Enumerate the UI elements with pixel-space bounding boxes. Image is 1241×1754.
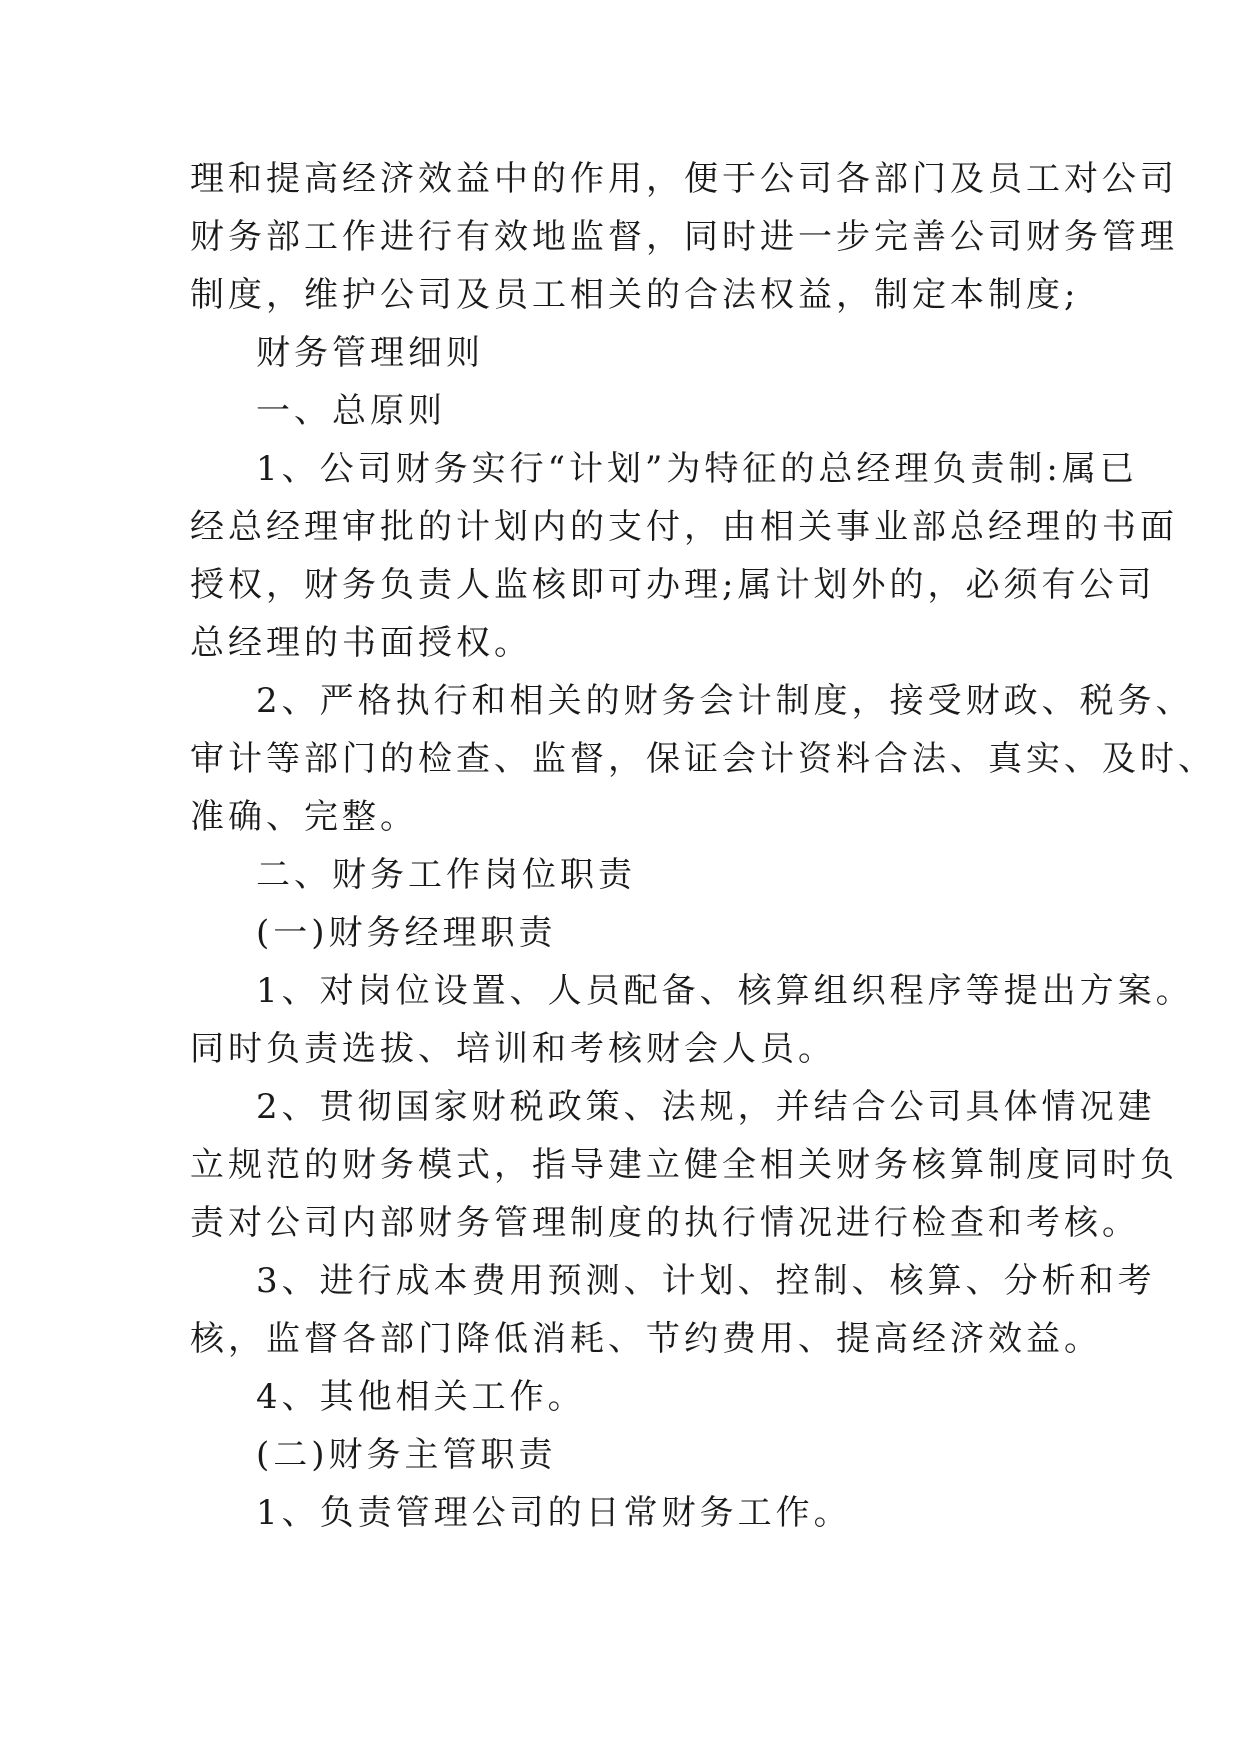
text-line: 总经理的书面授权。 (190, 623, 532, 663)
text-line: 1、公司财务实行“计划”为特征的总经理负责制:属已 (256, 449, 1138, 489)
text-line: 准确、完整。 (190, 797, 418, 837)
text-line: 同时负责选拔、培训和考核财会人员。 (190, 1029, 836, 1069)
text-line: 授权，财务负责人监核即可办理;属计划外的，必须有公司 (190, 565, 1156, 605)
text-line: 经总经理审批的计划内的支付，由相关事业部总经理的书面 (190, 507, 1178, 547)
section-heading: 一、总原则 (256, 391, 446, 431)
text-line: 责对公司内部财务管理制度的执行情况进行检查和考核。 (190, 1203, 1140, 1243)
text-line: 制度，维护公司及员工相关的合法权益，制定本制度; (190, 275, 1080, 315)
text-line: 财务部工作进行有效地监督，同时进一步完善公司财务管理 (190, 217, 1178, 257)
text-line: 1、负责管理公司的日常财务工作。 (256, 1493, 852, 1533)
subsection-heading: (二)财务主管职责 (256, 1435, 557, 1475)
text-line: 2、严格执行和相关的财务会计制度，接受财政、税务、 (256, 681, 1194, 721)
section-heading: 二、财务工作岗位职责 (256, 855, 636, 895)
text-line: 3、进行成本费用预测、计划、控制、核算、分析和考 (256, 1261, 1156, 1301)
text-line: 立规范的财务模式，指导建立健全相关财务核算制度同时负 (190, 1145, 1178, 1185)
subsection-heading: (一)财务经理职责 (256, 913, 557, 953)
text-line: 审计等部门的检查、监督，保证会计资料合法、真实、及时、 (190, 739, 1216, 779)
text-line: 2、贯彻国家财税政策、法规，并结合公司具体情况建 (256, 1087, 1156, 1127)
text-line: 4、其他相关工作。 (256, 1377, 586, 1417)
text-line: 理和提高经济效益中的作用，便于公司各部门及员工对公司 (190, 159, 1178, 199)
section-heading: 财务管理细则 (256, 333, 484, 373)
text-line: 核，监督各部门降低消耗、节约费用、提高经济效益。 (190, 1319, 1102, 1359)
document-body (190, 150, 1216, 1542)
text-line: 1、对岗位设置、人员配备、核算组织程序等提出方案。 (256, 971, 1194, 1011)
